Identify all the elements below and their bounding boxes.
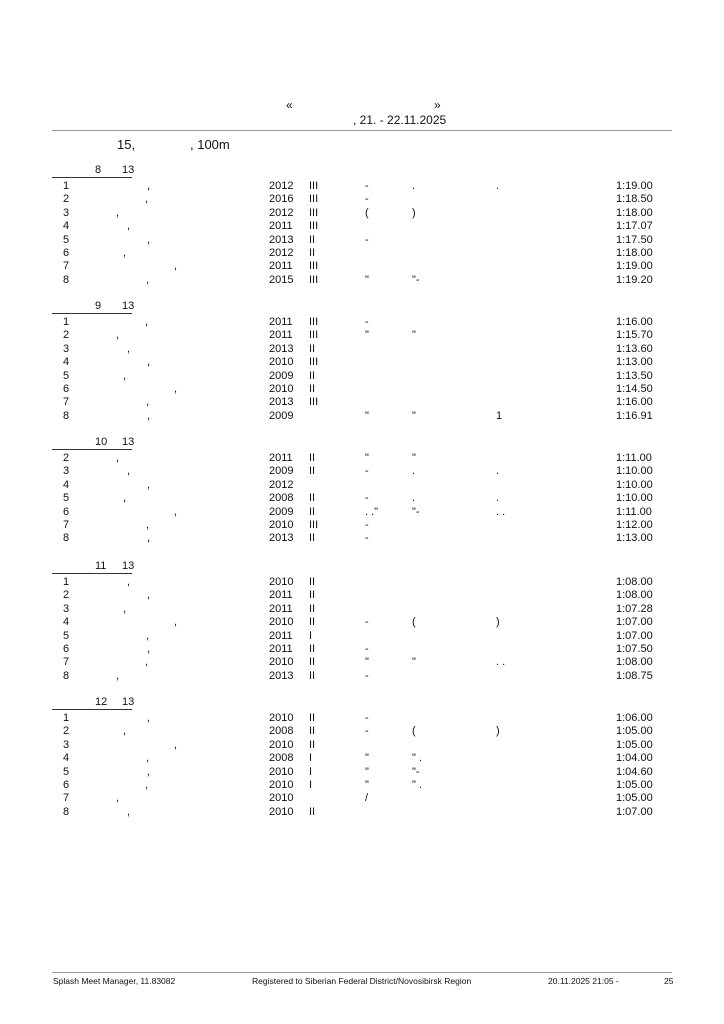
birth-year-cell: 2010: [269, 656, 294, 669]
entry-time-cell: 1:07.50: [616, 643, 653, 655]
entry-time-cell: 1:05.00: [616, 779, 653, 791]
entry-time-cell: 1:17.07: [616, 220, 653, 233]
place-cell: 7: [63, 260, 70, 273]
entry-time-cell: 1:10.00: [616, 478, 653, 491]
place-cell: 1: [63, 316, 70, 328]
name-cell: ,: [174, 505, 178, 518]
entry-time-cell: 1:18.50: [616, 193, 653, 206]
rank-cell: III: [309, 206, 319, 219]
rank-cell: II: [309, 712, 316, 724]
club-cell: ": [365, 452, 369, 464]
place-cell: 3: [63, 738, 70, 751]
event-distance: , 100m: [190, 137, 230, 152]
birth-year-cell: 2013: [269, 532, 294, 545]
place-cell: 2: [63, 589, 70, 602]
name-cell: ,: [123, 602, 127, 615]
name-cell: ,: [147, 712, 151, 724]
rank-cell: II: [309, 369, 316, 382]
birth-year-cell: 2011: [269, 643, 293, 655]
entry-time-cell: 1:05.00: [616, 792, 653, 805]
name-cell: ,: [147, 356, 151, 369]
name-cell: ,: [127, 220, 131, 233]
birth-year-cell: 2010: [269, 356, 294, 369]
name-cell: ,: [127, 342, 131, 355]
name-cell: ,: [127, 465, 131, 478]
entry-time-cell: 1:18.00: [616, 247, 653, 259]
name-cell: ,: [147, 233, 151, 246]
name-cell: ,: [146, 396, 150, 409]
club-cell: ): [496, 616, 500, 629]
place-cell: 7: [63, 396, 70, 409]
name-cell: ,: [123, 247, 127, 259]
rank-cell: II: [309, 505, 316, 518]
meet-subtitle: , 21. - 22.11.2025: [353, 113, 447, 127]
place-cell: 6: [63, 779, 70, 791]
group-count-label: 13: [122, 300, 135, 312]
place-cell: 7: [63, 519, 70, 531]
place-cell: 3: [63, 602, 70, 615]
birth-year-cell: 2010: [269, 765, 294, 778]
group-count-label: 13: [122, 696, 135, 708]
club-cell: ": [365, 779, 369, 791]
rank-cell: II: [309, 576, 316, 588]
rank-cell: II: [309, 492, 316, 505]
rank-cell: I: [309, 765, 313, 778]
birth-year-cell: 2009: [269, 505, 294, 518]
entry-time-cell: 1:15.70: [616, 329, 653, 342]
birth-year-cell: 2012: [269, 247, 294, 259]
club-cell: .: [496, 465, 500, 478]
place-cell: 8: [63, 669, 70, 682]
birth-year-cell: 2010: [269, 738, 294, 751]
rank-cell: III: [309, 396, 319, 409]
name-cell: ,: [146, 629, 150, 642]
club-cell: ": [365, 329, 369, 342]
name-cell: ,: [127, 805, 131, 818]
group-underline: [52, 573, 132, 574]
entry-time-cell: 1:07.00: [616, 629, 653, 642]
club-cell: ": [412, 452, 416, 464]
entry-time-cell: 1:08.00: [616, 589, 653, 602]
birth-year-cell: 2011: [269, 260, 293, 273]
name-cell: ,: [174, 383, 178, 395]
birth-year-cell: 2011: [269, 452, 293, 464]
rank-cell: II: [309, 589, 316, 602]
rank-cell: II: [309, 805, 316, 818]
birth-year-cell: 2011: [269, 629, 293, 642]
club-cell: -: [365, 712, 369, 724]
club-cell: . .: [496, 656, 506, 669]
club-cell: "-: [412, 765, 420, 778]
entry-time-cell: 1:05.00: [616, 725, 653, 738]
place-cell: 6: [63, 383, 70, 395]
entry-time-cell: 1:12.00: [616, 519, 653, 531]
entry-time-cell: 1:13.00: [616, 532, 653, 545]
name-cell: ,: [146, 519, 150, 531]
entry-time-cell: 1:19.00: [616, 180, 653, 192]
club-cell: (: [365, 206, 369, 219]
place-cell: 5: [63, 233, 70, 246]
title-open-quote: «: [286, 98, 293, 112]
birth-year-cell: 2010: [269, 792, 294, 805]
place-cell: 3: [63, 206, 70, 219]
club-cell: (: [412, 725, 416, 738]
birth-year-cell: 2008: [269, 752, 294, 765]
rank-cell: II: [309, 452, 316, 464]
place-cell: 8: [63, 805, 70, 818]
club-cell: ": [412, 329, 416, 342]
birth-year-cell: 2010: [269, 519, 294, 531]
birth-year-cell: 2011: [269, 220, 293, 233]
place-cell: 4: [63, 616, 70, 629]
birth-year-cell: 2013: [269, 396, 294, 409]
entry-time-cell: 1:10.00: [616, 492, 653, 505]
club-cell: .: [412, 180, 416, 192]
place-cell: 4: [63, 478, 70, 491]
birth-year-cell: 2012: [269, 478, 294, 491]
name-cell: ,: [147, 478, 151, 491]
birth-year-cell: 2013: [269, 669, 294, 682]
entry-time-cell: 1:17.50: [616, 233, 653, 246]
club-cell: . .: [496, 505, 506, 518]
footer-divider: [52, 972, 672, 973]
club-cell: ": [412, 656, 416, 669]
entry-time-cell: 1:06.00: [616, 712, 653, 724]
place-cell: 2: [63, 193, 70, 206]
name-cell: ,: [146, 273, 150, 286]
footer-registered: Registered to Siberian Federal District/Novosibirsk Region: [252, 976, 472, 986]
name-cell: ,: [145, 193, 149, 206]
entry-time-cell: 1:16.00: [616, 396, 653, 409]
birth-year-cell: 2015: [269, 273, 294, 286]
place-cell: 8: [63, 409, 70, 422]
group-heat-label: 11: [95, 560, 107, 572]
club-cell: /: [365, 792, 369, 805]
place-cell: 1: [63, 712, 70, 724]
entry-time-cell: 1:11.00: [616, 452, 652, 464]
entry-time-cell: 1:08.00: [616, 576, 653, 588]
entry-time-cell: 1:08.00: [616, 656, 653, 669]
birth-year-cell: 2009: [269, 369, 294, 382]
entry-time-cell: 1:11.00: [616, 505, 652, 518]
club-cell: .: [496, 180, 500, 192]
club-cell: -: [365, 643, 369, 655]
rank-cell: III: [309, 316, 319, 328]
club-cell: -: [365, 193, 369, 206]
group-underline: [52, 449, 132, 450]
club-cell: ): [412, 206, 416, 219]
entry-time-cell: 1:19.20: [616, 273, 653, 286]
birth-year-cell: 2010: [269, 712, 294, 724]
birth-year-cell: 2009: [269, 409, 294, 422]
rank-cell: II: [309, 669, 316, 682]
club-cell: (: [412, 616, 416, 629]
club-cell: -: [365, 180, 369, 192]
footer-timestamp: 20.11.2025 21:05 -: [548, 976, 619, 986]
rank-cell: II: [309, 532, 316, 545]
club-cell: -: [365, 725, 369, 738]
birth-year-cell: 2011: [269, 602, 293, 615]
club-cell: ": [365, 273, 369, 286]
rank-cell: II: [309, 725, 316, 738]
entry-time-cell: 1:19.00: [616, 260, 653, 273]
name-cell: ,: [116, 329, 120, 342]
rank-cell: III: [309, 180, 319, 192]
name-cell: ,: [147, 180, 151, 192]
event-number: 15,: [117, 137, 136, 152]
club-cell: " .: [412, 779, 423, 791]
club-cell: .: [412, 492, 416, 505]
group-underline: [52, 177, 132, 178]
club-cell: .: [412, 465, 416, 478]
place-cell: 6: [63, 643, 70, 655]
place-cell: 1: [63, 180, 70, 192]
club-cell: ": [412, 409, 416, 422]
place-cell: 3: [63, 342, 70, 355]
birth-year-cell: 2011: [269, 589, 293, 602]
entry-time-cell: 1:04.60: [616, 765, 653, 778]
club-cell: " .: [412, 752, 423, 765]
place-cell: 1: [63, 576, 70, 588]
name-cell: ,: [123, 725, 127, 738]
entry-time-cell: 1:13.50: [616, 369, 653, 382]
rank-cell: III: [309, 329, 319, 342]
place-cell: 8: [63, 532, 70, 545]
footer-software: Splash Meet Manager, 11.83082: [53, 976, 176, 986]
entry-time-cell: 1:16.00: [616, 316, 653, 328]
birth-year-cell: 2013: [269, 342, 294, 355]
entry-time-cell: 1:07.00: [616, 616, 653, 629]
birth-year-cell: 2011: [269, 316, 293, 328]
rank-cell: II: [309, 656, 316, 669]
group-heat-label: 12: [95, 696, 108, 708]
place-cell: 7: [63, 792, 70, 805]
club-cell: "-: [412, 505, 420, 518]
name-cell: ,: [147, 532, 151, 545]
club-cell: -: [365, 492, 369, 505]
club-cell: ": [365, 752, 369, 765]
rank-cell: I: [309, 752, 313, 765]
place-cell: 2: [63, 725, 70, 738]
group-heat-label: 10: [95, 436, 108, 448]
place-cell: 8: [63, 273, 70, 286]
rank-cell: II: [309, 465, 316, 478]
place-cell: 5: [63, 492, 70, 505]
rank-cell: III: [309, 519, 319, 531]
club-cell: -: [365, 316, 369, 328]
name-cell: ,: [116, 206, 120, 219]
birth-year-cell: 2009: [269, 465, 294, 478]
name-cell: ,: [123, 369, 127, 382]
club-cell: -: [365, 465, 369, 478]
place-cell: 4: [63, 356, 70, 369]
title-close-quote: »: [434, 98, 441, 112]
rank-cell: II: [309, 233, 316, 246]
place-cell: 5: [63, 629, 70, 642]
club-cell: "-: [412, 273, 420, 286]
club-cell: 1: [496, 409, 503, 422]
name-cell: ,: [147, 409, 151, 422]
place-cell: 5: [63, 765, 70, 778]
footer-page-number: 25: [664, 976, 674, 986]
club-cell: -: [365, 519, 369, 531]
group-underline: [52, 313, 132, 314]
place-cell: 2: [63, 329, 70, 342]
place-cell: 2: [63, 452, 70, 464]
rank-cell: II: [309, 738, 316, 751]
club-cell: ): [496, 725, 500, 738]
club-cell: -: [365, 532, 369, 545]
name-cell: ,: [127, 576, 131, 588]
entry-time-cell: 1:05.00: [616, 738, 653, 751]
header-divider: [52, 130, 672, 131]
entry-time-cell: 1:08.75: [616, 669, 653, 682]
rank-cell: III: [309, 193, 319, 206]
club-cell: ": [365, 409, 369, 422]
name-cell: ,: [145, 779, 149, 791]
entry-time-cell: 1:13.00: [616, 356, 653, 369]
rank-cell: I: [309, 779, 313, 791]
entry-time-cell: 1:14.50: [616, 383, 653, 395]
club-cell: -: [365, 233, 369, 246]
birth-year-cell: 2010: [269, 779, 294, 791]
birth-year-cell: 2016: [269, 193, 294, 206]
rank-cell: III: [309, 273, 319, 286]
name-cell: ,: [174, 616, 178, 629]
club-cell: ": [365, 765, 369, 778]
group-underline: [52, 709, 132, 710]
name-cell: ,: [146, 752, 150, 765]
entry-time-cell: 1:16.91: [616, 409, 653, 422]
birth-year-cell: 2008: [269, 492, 294, 505]
name-cell: ,: [145, 656, 149, 669]
rank-cell: II: [309, 342, 316, 355]
rank-cell: II: [309, 247, 316, 259]
name-cell: ,: [147, 589, 151, 602]
place-cell: 6: [63, 247, 70, 259]
birth-year-cell: 2010: [269, 616, 294, 629]
club-cell: -: [365, 616, 369, 629]
birth-year-cell: 2010: [269, 383, 294, 395]
name-cell: ,: [116, 792, 120, 805]
name-cell: ,: [116, 669, 120, 682]
name-cell: ,: [147, 643, 151, 655]
birth-year-cell: 2010: [269, 805, 294, 818]
name-cell: ,: [174, 260, 178, 273]
club-cell: ": [365, 656, 369, 669]
name-cell: ,: [123, 492, 127, 505]
rank-cell: II: [309, 643, 316, 655]
name-cell: ,: [116, 452, 120, 464]
rank-cell: III: [309, 260, 319, 273]
place-cell: 5: [63, 369, 70, 382]
rank-cell: II: [309, 616, 316, 629]
group-count-label: 13: [122, 164, 135, 176]
name-cell: ,: [145, 316, 149, 328]
birth-year-cell: 2012: [269, 180, 294, 192]
birth-year-cell: 2013: [269, 233, 294, 246]
name-cell: ,: [174, 738, 178, 751]
place-cell: 7: [63, 656, 70, 669]
place-cell: 6: [63, 505, 70, 518]
entry-time-cell: 1:13.60: [616, 342, 653, 355]
rank-cell: II: [309, 602, 316, 615]
place-cell: 3: [63, 465, 70, 478]
rank-cell: III: [309, 220, 319, 233]
entry-time-cell: 1:07.00: [616, 805, 653, 818]
group-count-label: 13: [122, 436, 135, 448]
club-cell: .: [496, 492, 500, 505]
rank-cell: III: [309, 356, 319, 369]
birth-year-cell: 2012: [269, 206, 294, 219]
rank-cell: I: [309, 629, 313, 642]
group-heat-label: 8: [95, 164, 102, 176]
birth-year-cell: 2011: [269, 329, 293, 342]
entry-time-cell: 1:18.00: [616, 206, 653, 219]
place-cell: 4: [63, 752, 70, 765]
entry-time-cell: 1:10.00: [616, 465, 653, 478]
birth-year-cell: 2010: [269, 576, 294, 588]
entry-time-cell: 1:07.28: [616, 602, 653, 615]
name-cell: ,: [147, 765, 151, 778]
rank-cell: II: [309, 383, 316, 395]
group-count-label: 13: [122, 560, 135, 572]
place-cell: 4: [63, 220, 70, 233]
club-cell: . .": [365, 505, 379, 518]
birth-year-cell: 2008: [269, 725, 294, 738]
club-cell: -: [365, 669, 369, 682]
group-heat-label: 9: [95, 300, 102, 312]
entry-time-cell: 1:04.00: [616, 752, 653, 765]
